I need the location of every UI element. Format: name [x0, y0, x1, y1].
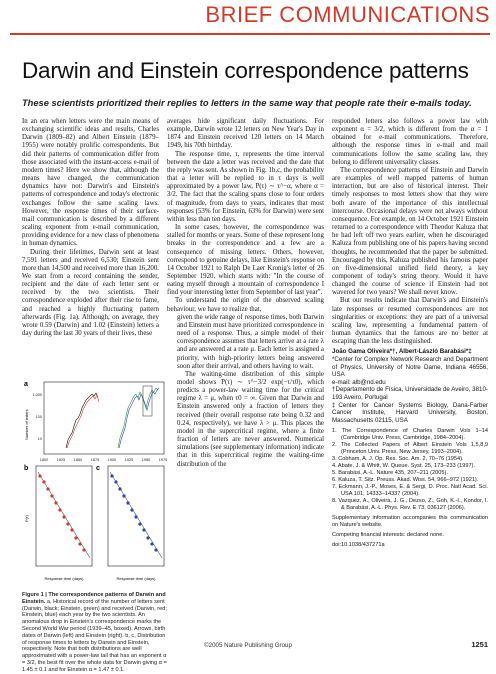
panel-b-label: b: [24, 465, 29, 472]
paragraph: In an era when letters were the main means of exchanging scientific ideas and results, Charles Darwin (1809–82) and Albert Einstein (1879–1955) were notably prolific correspondents. But did their patterns of communication differ from those associated with the instant-access e-mail of modern times? Here we show that, although the means have changed, the communication dynamics have not: Darwin's and Einstein's patterns of correspondence and today's electronic exchanges follow the same scaling laws. However, the response times of their surface-mail communication is described by a different scaling exponent from e-mail communication, providing evidence for a new class of phenomena in human dynamics.: [22, 118, 159, 248]
reference: 3. Cobham, A. J. Op. Res. Soc. Am. 2, 70–76 (1954).: [332, 456, 464, 463]
column-2: [167, 118, 324, 469]
standfirst: These scientists prioritized their replies to letters in the same way that people rate their e-mails today.: [22, 98, 472, 108]
footer-copyright: ©2005 Nature Publishing Group: [204, 642, 292, 649]
affiliation: ‡Center for Cancer Systems Biology, Dana-Farber Cancer Institute, Harvard University, Boston, Massachusetts 02115, USA: [332, 401, 488, 424]
author-list: João Gama Oliveira*†, Albert-László Barabási*‡: [332, 348, 472, 356]
page-number: 1251: [471, 640, 488, 649]
x-tick: 1900: [107, 458, 117, 462]
x-tick: 1875: [90, 458, 100, 462]
panel-c-points: [110, 474, 157, 551]
figure-panels-bc: [22, 462, 168, 590]
panel-b-points: [38, 474, 85, 551]
reference: 8. Vazquez, A., Oliveira, J. G., Dezso, Z., Goh, K.-I., Kondor, I. & Barabási, A.-L. Phys. Rev. E 73, 036127 (2006).: [332, 498, 488, 512]
x-tick: 1800: [39, 458, 49, 462]
paragraph: averages hide significant daily fluctuations. For example, Darwin wrote 12 letters on New Year's Day in 1874 and Einstein received 120 letters on 14 March 1949, his 70th birthday.: [167, 118, 324, 150]
paragraph: responded letters also follows a power law with exponent α = 3/2, which is different from the α = 1 obtained for e-mail communications. Therefore, although the response times in e-mail and mail communications follow the same scaling law, they belong to different universality classes.: [332, 118, 488, 166]
y-tick: 10: [37, 437, 42, 441]
panel-a-label: a: [24, 381, 28, 388]
reference: 2. The Collected Papers of Albert Einstein Vols 1,5,8,9 (Princeton Univ. Press, New Jersey, 1993–2004).: [332, 442, 488, 456]
competing-interests: Competing financial interests: declared none.: [332, 531, 444, 538]
figure-panel-a: [22, 378, 168, 470]
x-tick: 1975: [158, 458, 168, 462]
panel-b-xlabel: Response time (days): [44, 576, 84, 581]
x-tick: 1925: [124, 458, 134, 462]
paragraph: The correspondence patterns of Einstein and Darwin are examples of well mapped patterns of human interaction, but are also of historical interest. Their timely responses to most letters show that they were both aware of the importance of this intellectual intercourse. Occasional delays were not always without consequence. For example, on 14 October 1921 Einstein returned to a correspondence with Theodor Kaluza that he had left off two years earlier, when he discouraged Kaluza from publishing one of his papers having second thoughts, he recommended that the paper be submitted. Encouraged by this, Kaluza published his famous paper on five-dimensional unified field theory, a key component of today's string theory. Would it have changed the course of science if Einstein had not wavered for two years? We shall never know.: [332, 166, 488, 297]
author-email: e-mail: alb@nd.edu: [332, 378, 386, 386]
paragraph: The waiting-time distribution of this simple model shows P(τ) ∼ τ^−3/2 exp(−τ/τ0), which predicts a power-law waiting time for the critical regime λ = μ, when τ0 = ∞. Given that Darwin and Einstein answered only a fraction of letters they received (their overall response rate being 0.32 and 0.24, respectively), we have λ > μ. This places the model in the supercritical regime, where a finite fraction of letters are never answered. Numerical simulations (see supplementary information) indicate that in this supercritical regime the waiting-time distribution of the: [177, 370, 324, 468]
paragraph: To understand the origin of the observed scaling behaviour, we have to realize that,: [167, 297, 324, 313]
section-rule: [10, 33, 490, 35]
supplementary-note: Supplementary information accompanies this communication on Nature's website.: [332, 515, 488, 529]
panel-c-xlabel: Response time (days): [116, 576, 156, 581]
column-1: [22, 118, 159, 338]
affiliation: †Departamento de Física, Universidade de Aveiro, 3810-193 Aveiro, Portugal: [332, 386, 488, 401]
x-tick: 1825: [56, 458, 66, 462]
x-tick: 1850: [73, 458, 83, 462]
reference: 7. Eckmann, J.-P., Moses, E. & Sergi, D. Proc. Natl Acad. Sci. USA 101, 14333–14337 (2004).: [332, 484, 488, 498]
caption-text: a, Historical record of the number of letters sent (Darwin, black; Einstein, green) and received (Darwin, red; Einstein, blue) each year by the two scientists. An anomalous drop in Einstein's correspondence marks the Second World War period (1939–45, boxed). Arrows, birth dates of Darwin (left) and Einstein (right). b, c, Distribution of response times to letters by Darwin and Einstein, respectively. Note that both distributions are well approximated with a power-law tail that has an exponent α = 3/2, the best fit over the whole data for Darwin giving α = 1.45 ± 0.1 and for Einstein α = 1.47 ± 0.1.: [22, 598, 167, 673]
panel-a-ylabel: Number of letters: [24, 409, 29, 440]
reference: 5. Barabási, A.-L. Nature 435, 207–211 (2005).: [332, 470, 448, 477]
section-heading: BRIEF COMMUNICATIONS: [205, 2, 490, 27]
paragraph: given the wide range of response times, both Darwin and Einstein must have prioritized correspondence in need of a response. Thus, a simple model of their correspondence assumes that letters arrive at a rate λ and are answered at a rate μ. Each letter is assigned a priority, with high-priority letters being answered soon after their arrival, and others having to wait.: [177, 313, 324, 370]
y-tick: 1,000: [32, 393, 42, 397]
affiliation: *Center for Complex Network Research and Department of Physics, University of Notre Dame, Indiana 46556, USA: [332, 355, 488, 379]
paragraph: In some cases, however, the correspondence was stalled for months or years. Some of these represent long breaks in the correspondence and a few are a consequence of missing letters. Others, however, correspond to genuine delays, like Einstein's response on 14 October 1921 to Ralph De Laer Kronig's letter of 26 September 1920, which starts with: "In the course of eating myself through a mountain of correspondence I find your interesting letter from September of last year".: [167, 224, 325, 297]
reference-list: [332, 428, 488, 512]
y-tick: 100: [35, 415, 42, 419]
reference: 6. Kaluza, T. Sitz. Preuss. Akad. Wiss. 54, 966–972 (1921).: [332, 477, 479, 484]
column-3: [332, 118, 488, 549]
reference: 1. The Correspondence of Charles Darwin Vols 1–14 (Cambridge Univ. Press, Cambridge, 1984–2004).: [332, 428, 488, 442]
panel-c-fit-line: [110, 472, 162, 558]
x-tick: 1950: [141, 458, 151, 462]
panel-b-ylabel: P(τ): [24, 515, 29, 522]
reference: 4. Abate, J. & Whitt, W. Queue. Syst. 25, 173–233 (1997).: [332, 463, 476, 470]
caption-title: Figure 1 | The correspondence patterns of Darwin and Einstein.: [22, 592, 166, 605]
figure-caption: [22, 592, 170, 674]
doi: doi:10.1038/437271a: [332, 541, 385, 548]
article-title: Darwin and Einstein correspondence patterns: [22, 58, 469, 83]
paragraph: The response time, τ, represents the time interval between the date a letter was received and the date that the reply was sent. As shown in Fig. 1b,c, the probability that a letter will be replied to in τ days is well approximated by a power law, P(τ) ∼ τ^−α, where α = 3/2. The fact that the scaling spans close to four orders of magnitude, from days to years, indicates that most responses (53% for Einstein, 63% for Darwin) were sent within less than ten days.: [167, 150, 324, 223]
panel-b-fit-line: [38, 472, 90, 558]
panel-c-label: c: [96, 465, 100, 472]
paragraph: But our results indicate that Darwin's and Einstein's late responses or resumed correspondences are not singularities or exceptions: they are part of a universal scaling law, representing a fundamental pattern of human dynamics that the famous are no better at escaping than the less distinguished.: [332, 297, 488, 346]
paragraph: During their lifetimes, Darwin sent at least 7,591 letters and received 6,530; Einstein sent more than 14,500 and received more than 16,200. We start from a record containing the sender, recipient and the date of each letter sent or received by the two scientists. Their correspondence exploded after their rise to fame, and reached a highly fluctuating pattern afterwards (Fig. 1a). Although, on average, they wrote 0.59 (Darwin) and 1.02 (Einstein) letters a day during the last 30 years of their lives, these: [22, 248, 160, 338]
